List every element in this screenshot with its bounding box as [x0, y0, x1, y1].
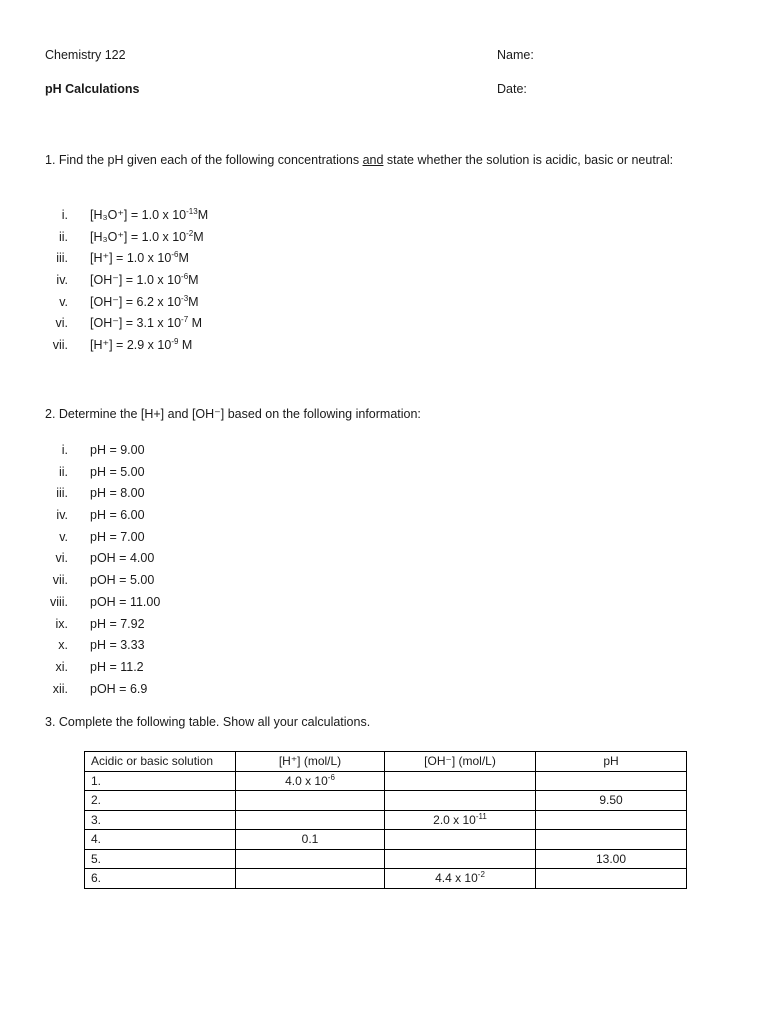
h-cell	[236, 849, 385, 869]
list-item	[40, 527, 440, 549]
poh-value: pOH = 11.00	[90, 594, 161, 609]
table-header: [H⁺] (mol/L)	[236, 752, 385, 772]
list-item	[40, 313, 440, 335]
h-cell: 0.1	[236, 830, 385, 850]
list-item	[40, 570, 440, 592]
concentration-expression: [H⁺] = 2.9 x $10^{-9}$ M	[90, 337, 193, 353]
item-number: viii.	[49, 594, 68, 609]
question-1-text	[45, 149, 710, 171]
list-item	[40, 635, 440, 657]
list-item	[40, 483, 440, 505]
question-3-text: 3. Complete the following table. Show all your calculations.	[45, 715, 371, 729]
item-number: vii.	[52, 338, 68, 353]
ph-cell: 13.00	[536, 849, 687, 869]
table-header-row	[85, 752, 687, 772]
ph-value: pH = 3.33	[90, 638, 145, 653]
item-number: vii.	[52, 573, 68, 588]
question-2-text: 2. Determine the [H+] and [OH⁻] based on the following information:	[45, 407, 421, 421]
oh-cell: 4.4 x $10^{-2}$	[385, 869, 536, 889]
list-item	[40, 462, 440, 484]
table-row	[85, 830, 687, 850]
ph-cell	[536, 771, 687, 791]
ph-cell	[536, 810, 687, 830]
ph-cell	[536, 830, 687, 850]
oh-cell	[385, 771, 536, 791]
item-number: xii.	[52, 681, 68, 696]
list-item	[40, 205, 440, 227]
oh-cell	[385, 791, 536, 811]
row-label: 2.	[85, 791, 236, 811]
h-cell	[236, 869, 385, 889]
table-row	[85, 869, 687, 889]
row-label: 6.	[85, 869, 236, 889]
oh-cell: 2.0 x $10^{-11}$	[385, 810, 536, 830]
course-title: Chemistry 122	[45, 48, 126, 62]
name-label: Name:	[497, 48, 534, 62]
list-item	[40, 614, 440, 636]
item-number: iv.	[56, 508, 68, 523]
list-item	[40, 548, 440, 570]
question-1-prefix: 1. Find the pH given each of the following concentrations	[45, 153, 363, 167]
concentration-expression: [OH⁻] = 6.2 x $10^{-3}M$	[90, 293, 199, 309]
question-2-list	[40, 440, 440, 700]
item-number: iii.	[56, 251, 68, 266]
table-header: pH	[536, 752, 687, 772]
item-number: vi.	[55, 551, 68, 566]
item-number: x.	[58, 638, 68, 653]
ph-value: pH = 7.92	[90, 616, 145, 631]
ph-value: pH = 11.2	[90, 659, 144, 674]
poh-value: pOH = 5.00	[90, 573, 155, 588]
concentration-expression: [H₃O⁺] = 1.0 x $10^{-2}M$	[90, 228, 204, 244]
table-row	[85, 771, 687, 791]
item-number: v.	[59, 529, 68, 544]
h-cell	[236, 791, 385, 811]
list-item	[40, 335, 440, 357]
concentration-expression: [OH⁻] = 3.1 x $10^{-7}$ M	[90, 315, 203, 331]
list-item	[40, 505, 440, 527]
page-title: pH Calculations	[45, 82, 140, 96]
row-label: 5.	[85, 849, 236, 869]
list-item	[40, 248, 440, 270]
item-number: v.	[59, 294, 68, 309]
item-number: iv.	[56, 273, 68, 288]
row-label: 4.	[85, 830, 236, 850]
list-item	[40, 227, 440, 249]
ph-value: pH = 9.00	[90, 443, 145, 457]
item-number: ix.	[55, 616, 68, 631]
item-number: ii.	[58, 229, 68, 244]
table-header: [OH⁻] (mol/L)	[385, 752, 536, 772]
list-item	[40, 592, 440, 614]
table-row	[85, 810, 687, 830]
question-1-suffix: state whether the solution is acidic, basic or neutral:	[383, 153, 674, 167]
ph-value: pH = 5.00	[90, 464, 145, 479]
concentration-expression: [H⁺] = 1.0 x $10^{-6}M$	[90, 250, 189, 266]
poh-value: pOH = 6.9	[90, 681, 148, 696]
list-item	[40, 292, 440, 314]
item-number: ii.	[58, 464, 68, 479]
ph-value: pH = 8.00	[90, 486, 145, 501]
ph-cell	[536, 869, 687, 889]
list-item	[40, 679, 440, 701]
item-number: xi.	[55, 659, 68, 674]
question-1-list	[40, 205, 440, 357]
h-cell	[236, 810, 385, 830]
item-number: vi.	[55, 316, 68, 331]
list-item	[40, 270, 440, 292]
h-cell: 4.0 x $10^{-6}$	[236, 771, 385, 791]
oh-cell	[385, 830, 536, 850]
ph-value: pH = 6.00	[90, 508, 145, 523]
table-header: Acidic or basic solution	[85, 752, 236, 772]
ph-table	[84, 751, 687, 889]
ph-value: pH = 7.00	[90, 529, 145, 544]
table-row	[85, 791, 687, 811]
ph-cell: 9.50	[536, 791, 687, 811]
list-item	[40, 657, 440, 679]
item-number: i.	[61, 443, 68, 457]
list-item	[40, 440, 440, 462]
item-number: iii.	[56, 486, 68, 501]
poh-value: pOH = 4.00	[90, 551, 155, 566]
table-row	[85, 849, 687, 869]
oh-cell	[385, 849, 536, 869]
row-label: 3.	[85, 810, 236, 830]
date-label: Date:	[497, 82, 527, 96]
row-label: 1.	[85, 771, 236, 791]
concentration-expression: [H₃O⁺] = 1.0 x $10^{-13}M$	[90, 207, 209, 222]
question-1-emphasis: and	[362, 153, 384, 167]
item-number: i.	[61, 208, 68, 222]
concentration-expression: [OH⁻] = 1.0 x $10^{-6}M$	[90, 272, 199, 288]
